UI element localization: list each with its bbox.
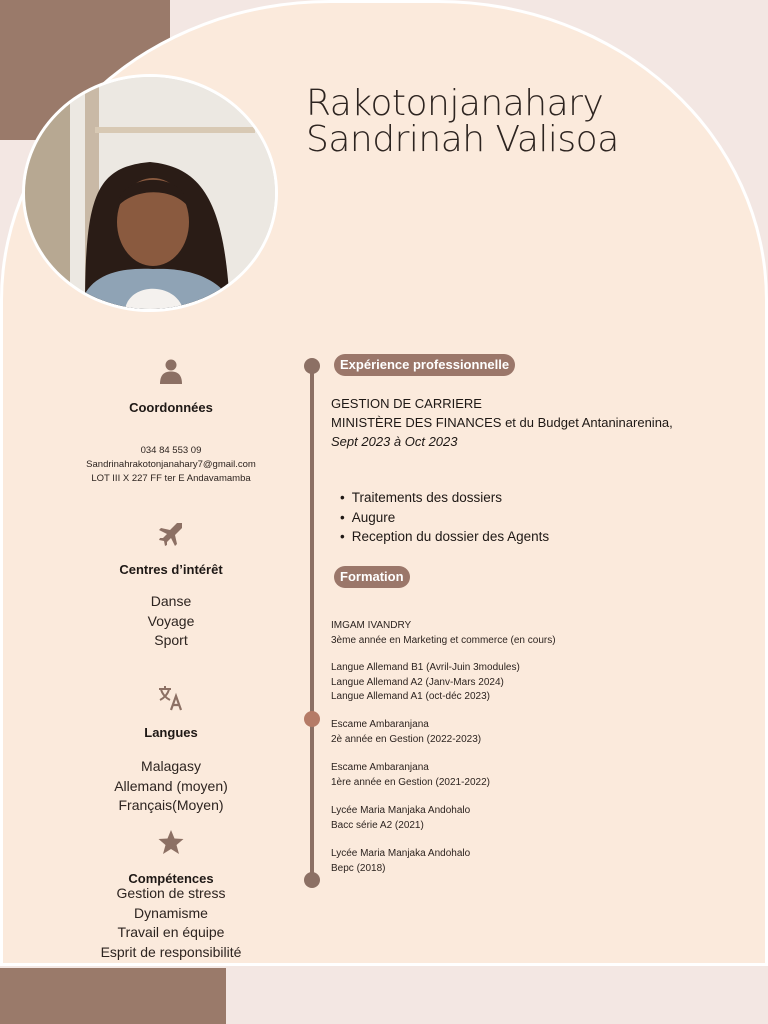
- interests-list: [60, 592, 282, 651]
- interest-item: Sport: [154, 632, 188, 648]
- job-period: Sept 2023 à Oct 2023: [331, 434, 458, 449]
- language-item: Français(Moyen): [118, 797, 224, 813]
- education-entry: [331, 847, 470, 876]
- education-entry: [331, 619, 556, 648]
- job-role: GESTION DE CARRIERE: [331, 396, 482, 411]
- skills-heading: Compétences: [128, 871, 214, 886]
- education-detail: Bacc série A2 (2021): [331, 819, 424, 831]
- languages-list: [60, 757, 282, 816]
- profile-photo: [22, 74, 278, 312]
- job-task: • Augure: [340, 508, 549, 528]
- name-line-1: Rakotonjanahary: [306, 83, 604, 124]
- footer-band-right: [226, 968, 768, 1024]
- education-detail: 1ère année en Gestion (2021-2022): [331, 776, 491, 788]
- experience-entry: [331, 394, 673, 451]
- skill-item: Gestion de stress: [116, 885, 226, 901]
- timeline-dot: [304, 711, 320, 727]
- translate-icon: [157, 684, 185, 712]
- education-entry: [331, 661, 520, 705]
- airplane-icon: [157, 520, 185, 548]
- language-item: Malagasy: [141, 758, 201, 774]
- education-detail: Langue Allemand B1 (Avril-Juin 3modules): [331, 662, 520, 673]
- education-school: Escame Ambaranjana: [331, 719, 429, 730]
- contact-heading: Coordonnées: [129, 400, 213, 415]
- footer-band-left: [0, 968, 226, 1024]
- interests-heading: Centres d’intérêt: [119, 562, 223, 577]
- education-detail: Langue Allemand A2 (Janv-Mars 2024): [331, 676, 504, 688]
- job-employer: MINISTÈRE DES FINANCES et du Budget Antaninarenina,: [331, 415, 673, 430]
- timeline-dot: [304, 358, 320, 374]
- skill-item: Travail en équipe: [117, 924, 225, 940]
- education-entry: [331, 718, 481, 747]
- education-detail: 2è année en Gestion (2022-2023): [331, 733, 482, 745]
- education-school: Escame Ambaranjana: [331, 762, 429, 773]
- experience-heading: Expérience professionnelle: [334, 354, 515, 376]
- job-task: • Traitements des dossiers: [340, 488, 549, 508]
- languages-heading: Langues: [144, 725, 198, 740]
- timeline-line: [310, 366, 314, 880]
- education-entry: [331, 804, 470, 833]
- education-school: IMGAM IVANDRY: [331, 620, 412, 631]
- email-address: Sandrinahrakotonjanahary7@gmail.com: [86, 459, 256, 470]
- contact-details: [40, 444, 302, 486]
- skills-list: [60, 884, 282, 962]
- interest-item: Voyage: [147, 612, 195, 629]
- language-item: Allemand (moyen): [114, 777, 228, 794]
- education-detail: Bepc (2018): [331, 862, 386, 874]
- person-icon: [157, 357, 185, 385]
- postal-address: LOT III X 227 FF ter E Andavamamba: [91, 473, 251, 484]
- portrait-illustration: [25, 77, 275, 309]
- name-line-2: Sandrinah Valisoa: [306, 119, 619, 160]
- phone-number: 034 84 553 09: [140, 445, 202, 456]
- skill-item: Dynamisme: [134, 904, 208, 921]
- job-task: • Reception du dossier des Agents: [340, 527, 549, 547]
- candidate-name: [306, 83, 619, 160]
- job-tasks-list: [340, 488, 549, 547]
- education-school: Lycée Maria Manjaka Andohalo: [331, 848, 471, 859]
- skill-item: Esprit de responsibilité: [100, 943, 242, 960]
- timeline-dot: [304, 872, 320, 888]
- education-heading: Formation: [334, 566, 410, 588]
- education-detail: 3ème année en Marketing et commerce (en cours): [331, 634, 556, 646]
- education-entry: [331, 761, 490, 790]
- education-detail: Langue Allemand A1 (oct-déc 2023): [331, 691, 490, 702]
- star-icon: [157, 828, 185, 856]
- interest-item: Danse: [150, 593, 192, 609]
- education-school: Lycée Maria Manjaka Andohalo: [331, 805, 471, 816]
